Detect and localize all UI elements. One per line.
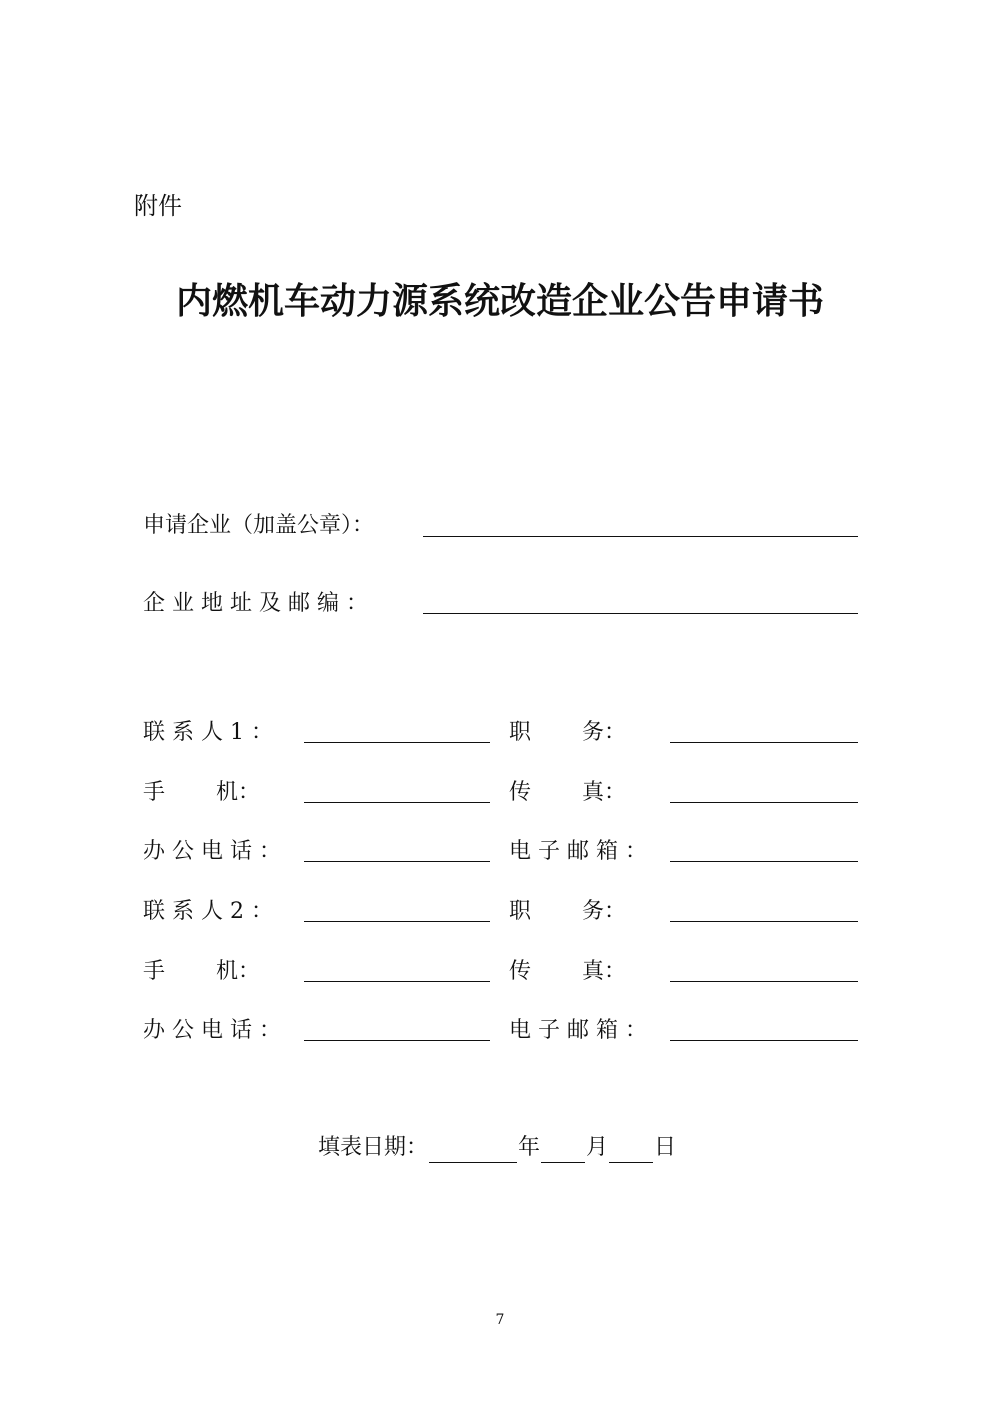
fill-date-label: 填表日期： xyxy=(318,1135,429,1160)
contact1-email-label: 电 子 邮 箱 ： xyxy=(509,839,647,864)
fill-date-row xyxy=(318,1133,676,1163)
contact2-email-label: 电 子 邮 箱 ： xyxy=(509,1018,647,1043)
fill-date-month-field[interactable] xyxy=(541,1138,585,1163)
fill-date-day-label: 日 xyxy=(654,1135,677,1160)
fill-date-day-field[interactable] xyxy=(609,1138,653,1163)
contact2-position-field[interactable] xyxy=(670,921,858,922)
contact1-office-phone-field[interactable] xyxy=(304,861,490,862)
contact1-mobile-label: 手 机： xyxy=(143,780,260,805)
contact1-name-label: 联 系 人 1 ： xyxy=(143,720,273,745)
fill-date-year-field[interactable] xyxy=(429,1138,517,1163)
fill-date-month-label: 月 xyxy=(586,1135,609,1160)
contact2-position-label: 职 务： xyxy=(509,899,626,924)
fill-date-year-label: 年 xyxy=(518,1135,541,1160)
document-title: 内燃机车动力源系统改造企业公告申请书 xyxy=(175,280,824,322)
contact1-office-phone-label: 办 公 电 话 ： xyxy=(143,839,281,864)
contact2-office-phone-field[interactable] xyxy=(304,1040,490,1041)
contact2-office-phone-label: 办 公 电 话 ： xyxy=(143,1018,281,1043)
contact1-position-label: 职 务： xyxy=(509,720,626,745)
attachment-label: 附件 xyxy=(134,192,182,220)
contact2-name-field[interactable] xyxy=(304,921,490,922)
contact2-fax-label: 传 真： xyxy=(509,959,626,984)
page-number: 7 xyxy=(495,1312,505,1328)
contact2-name-label: 联 系 人 2 ： xyxy=(143,899,273,924)
company-label: 申请企业（加盖公章）： xyxy=(143,513,375,538)
contact1-email-field[interactable] xyxy=(670,861,858,862)
contact2-mobile-label: 手 机： xyxy=(143,959,260,984)
contact1-position-field[interactable] xyxy=(670,742,858,743)
contact1-fax-label: 传 真： xyxy=(509,780,626,805)
address-label: 企 业 地 址 及 邮 编 ： xyxy=(143,591,368,616)
contact1-fax-field[interactable] xyxy=(670,802,858,803)
company-field[interactable] xyxy=(423,536,858,537)
contact2-fax-field[interactable] xyxy=(670,981,858,982)
contact1-mobile-field[interactable] xyxy=(304,802,490,803)
contact2-email-field[interactable] xyxy=(670,1040,858,1041)
address-field[interactable] xyxy=(423,613,858,614)
contact2-mobile-field[interactable] xyxy=(304,981,490,982)
contact1-name-field[interactable] xyxy=(304,742,490,743)
